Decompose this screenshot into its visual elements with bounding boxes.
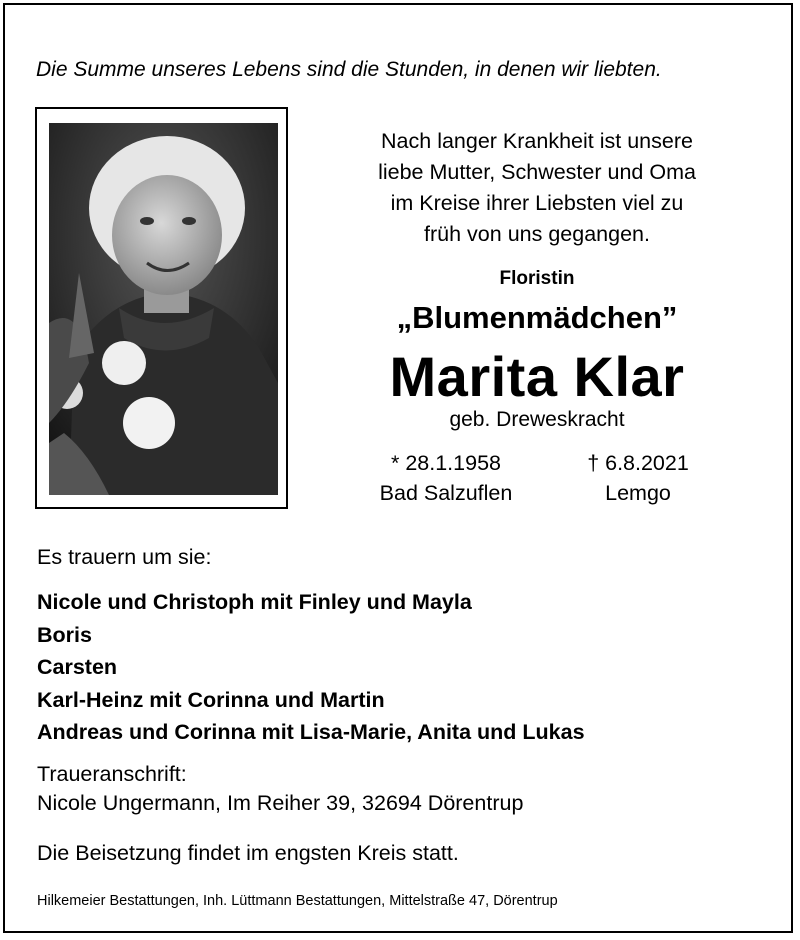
address-text: Nicole Ungermann, Im Reiher 39, 32694 Dörentrup xyxy=(37,791,524,815)
mourner-line: Carsten xyxy=(37,655,118,679)
portrait-photo xyxy=(49,123,278,495)
mourner-line: Andreas und Corinna mit Lisa-Marie, Anita und Lukas xyxy=(37,720,585,744)
birth-name: geb. Dreweskracht xyxy=(449,408,625,431)
mourner-line: Karl-Heinz mit Corinna und Martin xyxy=(37,687,385,712)
deceased-name: Marita Klar xyxy=(389,345,685,408)
mourners-list xyxy=(37,586,585,749)
nickname: „Blumenmädchen” xyxy=(396,300,678,335)
birth-place: Bad Salzuflen xyxy=(379,481,513,505)
funeral-home-footer: Hilkemeier Bestattungen, Inh. Lüttmann Bestattungen, Mittelstraße 47, Dörentrup xyxy=(37,893,558,909)
portrait-illustration xyxy=(49,123,278,495)
mourners-intro: Es trauern um sie: xyxy=(37,545,212,569)
intro-text xyxy=(318,126,756,250)
death-info xyxy=(548,448,728,508)
burial-note: Die Beisetzung findet im engsten Kreis statt. xyxy=(37,841,459,865)
address-label: Traueranschrift: xyxy=(37,762,187,786)
mourner-line: Boris xyxy=(37,622,92,647)
birth-date: * 28.1.1958 xyxy=(391,451,501,475)
portrait-frame xyxy=(35,107,288,509)
death-place: Lemgo xyxy=(605,481,671,505)
intro-line: im Kreise ihrer Liebsten viel zu xyxy=(390,191,684,215)
profession: Floristin xyxy=(499,268,575,289)
intro-line: liebe Mutter, Schwester und Oma xyxy=(378,160,696,184)
birth-info xyxy=(356,448,536,508)
motto: Die Summe unseres Lebens sind die Stunden, in denen wir liebten. xyxy=(36,58,662,81)
death-date: † 6.8.2021 xyxy=(587,451,689,475)
mourning-address xyxy=(37,760,523,818)
mourner-line: Nicole und Christoph mit Finley und Mayla xyxy=(37,590,472,614)
intro-line: Nach langer Krankheit ist unsere xyxy=(381,129,693,153)
intro-line: früh von uns gegangen. xyxy=(424,222,650,246)
